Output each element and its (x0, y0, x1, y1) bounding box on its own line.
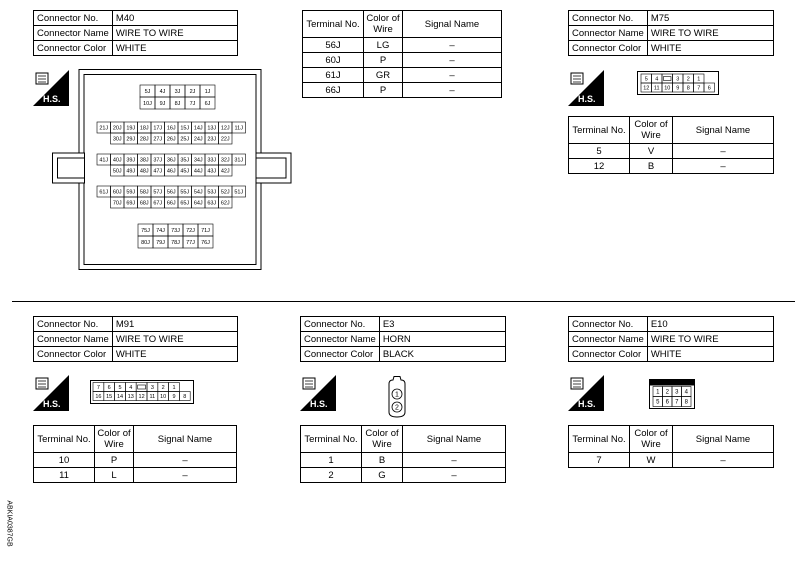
pin-label: 4 (684, 389, 688, 396)
pin-label: 3J (174, 88, 181, 95)
table-row: 61J GR – (303, 68, 502, 83)
pin-label: 1 (697, 76, 701, 83)
table-row: 2 G – (301, 468, 506, 483)
m91-connector-no: M91 (112, 317, 237, 332)
pin-label: 72J (186, 227, 195, 234)
m40-connector-no: M40 (112, 11, 237, 26)
pin-label: 26J (166, 136, 176, 143)
pin-label: 18J (139, 125, 149, 132)
pin-label: 19J (126, 125, 136, 132)
pin-label: 31J (234, 157, 244, 164)
pin-label: 8 (686, 85, 690, 92)
pin-label: 51J (234, 189, 244, 196)
pin-label: 80J (141, 239, 150, 246)
pin-label: 16 (95, 393, 102, 400)
pin-label: 15J (180, 125, 190, 132)
pin-label: 44J (193, 168, 203, 175)
pin-label: 8 (684, 399, 688, 406)
pin-label: 63J (207, 200, 217, 207)
pin-label: 7 (96, 384, 100, 391)
hs-icon-e3 (300, 375, 336, 411)
e10-connector-color: WHITE (647, 347, 773, 362)
table-row: 66J P – (303, 83, 502, 98)
pin-label: 1 (172, 384, 176, 391)
e3-terminal-table: Terminal No. Color of Wire Signal Name 1 B – 2 G – (300, 425, 506, 483)
pin-label: 57J (153, 189, 163, 196)
svg-text:H.S.: H.S. (43, 399, 61, 409)
label-connector-name: Connector Name (34, 26, 113, 41)
pin-label: 10 (160, 393, 167, 400)
pin-label: 21J (99, 125, 109, 132)
pin-label: 24J (193, 136, 203, 143)
pin-label: 38J (139, 157, 149, 164)
pin-label: 76J (201, 239, 210, 246)
pin-label: 58J (139, 189, 149, 196)
table-row: 12 B – (569, 159, 774, 174)
label-connector-no: Connector No. (34, 11, 113, 26)
label-connector-color: Connector Color (34, 41, 113, 56)
m40-connector-color: WHITE (112, 41, 237, 56)
m75-connector-diagram (637, 71, 719, 95)
header-signal-name: Signal Name (403, 11, 502, 38)
e3-connector-no: E3 (379, 317, 505, 332)
pin-label: 7J (189, 100, 196, 107)
pin-label: 9 (172, 393, 176, 400)
m91-connector-color: WHITE (112, 347, 237, 362)
pin-label: 5 (118, 384, 122, 391)
pin-label: 20J (112, 125, 122, 132)
pin-label: 12 (138, 393, 145, 400)
e3-pin: 2 (395, 404, 399, 412)
pin-label: 79J (156, 239, 165, 246)
pin-label: 9 (676, 85, 680, 92)
table-row: 10 P – (34, 453, 237, 468)
m75-connector-name: WIRE TO WIRE (647, 26, 773, 41)
pin-label: 15 (106, 393, 113, 400)
pin-label: 7 (675, 399, 679, 406)
pin-label: 40J (112, 157, 122, 164)
pin-label: 75J (141, 227, 150, 234)
pin-label: 8J (174, 100, 181, 107)
pin-label: 52J (220, 189, 230, 196)
m91-connector-diagram (90, 380, 194, 404)
pin-label: 6 (107, 384, 111, 391)
pin-label: 59J (126, 189, 136, 196)
pin-label: 56J (166, 189, 176, 196)
pin-label: 9J (159, 100, 166, 107)
hs-icon-m91 (33, 375, 69, 411)
pin-label: 1 (656, 389, 660, 396)
e10-info-table: Connector No. E10 Connector Name WIRE TO WIRE Connector Color WHITE (568, 316, 774, 362)
pin-label: 50J (112, 168, 122, 175)
pin-label: 62J (220, 200, 230, 207)
pin-label: 71J (201, 227, 210, 234)
pin-label: 35J (180, 157, 190, 164)
pin-label: 30J (112, 136, 122, 143)
table-row: 5 V – (569, 144, 774, 159)
pin-label: 64J (193, 200, 203, 207)
pin-label: 47J (153, 168, 163, 175)
e10-connector-diagram (649, 379, 695, 409)
pin-label: 6J (204, 100, 211, 107)
table-row: 56J LG – (303, 38, 502, 53)
pin-label: 69J (126, 200, 136, 207)
m40-connector-diagram (52, 69, 292, 270)
e3-connector-color: BLACK (379, 347, 505, 362)
pin-label: 2 (665, 389, 669, 396)
svg-text:H.S.: H.S. (578, 399, 596, 409)
e3-pin: 1 (395, 391, 399, 399)
pin-label: 12J (220, 125, 230, 132)
pin-label: 11 (653, 85, 660, 92)
pin-label: 3 (150, 384, 154, 391)
pin-label: 10J (143, 100, 152, 107)
m91-info-table: Connector No. M91 Connector Name WIRE TO WIRE Connector Color WHITE (33, 316, 238, 362)
pin-label: 53J (207, 189, 217, 196)
pin-label: 11 (149, 393, 156, 400)
pin-label: 77J (186, 239, 195, 246)
pin-label: 61J (99, 189, 109, 196)
pin-label: 10 (664, 85, 671, 92)
pin-label: 65J (180, 200, 190, 207)
pin-label: 1J (204, 88, 211, 95)
pin-label: 6 (707, 85, 711, 92)
pin-label: 34J (193, 157, 203, 164)
label-connector-color: Connector Color (569, 41, 648, 56)
pin-label: 7 (697, 85, 701, 92)
figure-id: ABKIA0387GB (5, 500, 13, 547)
pin-label: 66J (166, 200, 176, 207)
m75-terminal-table: Terminal No. Color of Wire Signal Name 5 V – 12 B – (568, 116, 774, 174)
pin-label: 16J (166, 125, 176, 132)
pin-label: 41J (99, 157, 109, 164)
e3-connector-name: HORN (379, 332, 505, 347)
e10-connector-name: WIRE TO WIRE (647, 332, 773, 347)
pin-label: 78J (171, 239, 180, 246)
pin-label: 2 (686, 76, 690, 83)
hs-icon-e10 (568, 375, 604, 411)
e10-connector-no: E10 (647, 317, 773, 332)
pin-label: 14 (116, 393, 124, 400)
pin-label: 73J (171, 227, 180, 234)
pin-label: 28J (139, 136, 149, 143)
svg-text:H.S.: H.S. (578, 94, 596, 104)
m40-terminal-table (302, 10, 502, 98)
pin-label: 6 (665, 399, 669, 406)
table-row: 11 L – (34, 468, 237, 483)
pin-label: 36J (166, 157, 176, 164)
m40-connector-name: WIRE TO WIRE (112, 26, 237, 41)
pin-label: 3 (675, 389, 679, 396)
pin-label: 27J (153, 136, 163, 143)
m91-connector-name: WIRE TO WIRE (112, 332, 237, 347)
svg-text:H.S.: H.S. (310, 399, 328, 409)
pin-label: 74J (156, 227, 165, 234)
pin-label: 32J (220, 157, 230, 164)
pin-label: 29J (126, 136, 136, 143)
pin-label: 46J (166, 168, 176, 175)
pin-label: 22J (220, 136, 230, 143)
m75-connector-color: WHITE (647, 41, 773, 56)
pin-label: 3 (676, 76, 680, 83)
pin-label: 13 (127, 393, 134, 400)
header-terminal-no: Terminal No. (303, 11, 364, 38)
pin-label: 60J (112, 189, 122, 196)
pin-label: 45J (180, 168, 190, 175)
pin-label: 48J (139, 168, 149, 175)
section-divider (12, 301, 795, 302)
hs-icon-m75 (568, 70, 604, 106)
m75-connector-no: M75 (647, 11, 773, 26)
pin-label: 67J (153, 200, 163, 207)
pin-label: 25J (180, 136, 190, 143)
pin-label: 43J (207, 168, 217, 175)
pin-label: 4 (129, 384, 133, 391)
pin-label: 55J (180, 189, 190, 196)
table-row: 60J P – (303, 53, 502, 68)
pin-label: 5 (644, 76, 648, 83)
e3-connector-diagram (385, 376, 409, 418)
m91-terminal-table: Terminal No. Color of Wire Signal Name 10 P – 11 L – (33, 425, 237, 483)
label-connector-no: Connector No. (569, 11, 648, 26)
pin-label: 14J (193, 125, 203, 132)
m40-info-table (33, 10, 238, 56)
pin-label: 54J (193, 189, 203, 196)
pin-label: 13J (207, 125, 217, 132)
pin-label: 12 (643, 85, 650, 92)
e10-terminal-table: Terminal No. Color of Wire Signal Name 7 W – (568, 425, 774, 468)
pin-label: 4J (159, 88, 166, 95)
pin-label: 33J (207, 157, 217, 164)
label-connector-name: Connector Name (569, 26, 648, 41)
pin-label: 2 (161, 384, 165, 391)
pin-label: 70J (112, 200, 122, 207)
header-color-of-wire: Color of Wire (364, 11, 403, 38)
hs-label: H.S. (43, 94, 61, 104)
pin-label: 5J (144, 88, 151, 95)
pin-label: 42J (220, 168, 230, 175)
e3-info-table: Connector No. E3 Connector Name HORN Connector Color BLACK (300, 316, 506, 362)
pin-label: 49J (126, 168, 136, 175)
pin-label: 4 (655, 76, 659, 83)
pin-label: 17J (153, 125, 163, 132)
pin-label: 37J (153, 157, 163, 164)
table-row: 1 B – (301, 453, 506, 468)
pin-label: 5 (656, 399, 660, 406)
pin-label: 8 (183, 393, 187, 400)
pin-label: 2J (189, 88, 196, 95)
table-row: 7 W – (569, 453, 774, 468)
pin-label: 68J (139, 200, 149, 207)
pin-label: 39J (126, 157, 136, 164)
pin-label: 11J (234, 125, 243, 132)
m75-info-table (568, 10, 774, 56)
pin-label: 23J (207, 136, 217, 143)
